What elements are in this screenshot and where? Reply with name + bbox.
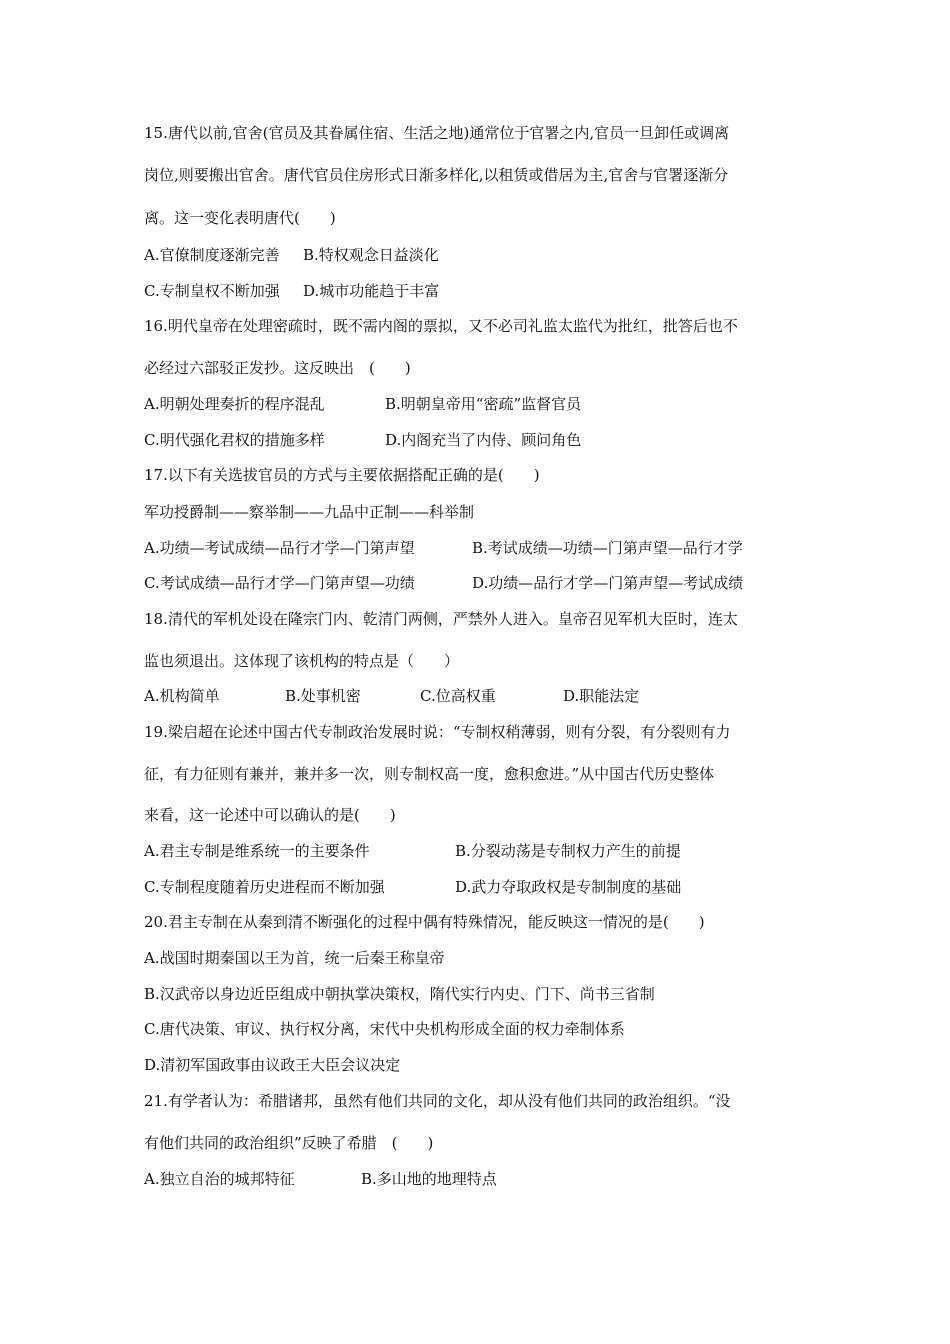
question-stem-line: 来看，这一论述中可以确认的是( )	[144, 806, 396, 824]
question-stem-line: 16.明代皇帝在处理密疏时，既不需内阁的票拟，又不必司礼监太监代为批红，批答后也不	[144, 317, 738, 335]
question-stem-line: 离。这一变化表明唐代( )	[144, 209, 336, 227]
question-stem-line: 岗位,则要搬出官舍。唐代官员住房形式日渐多样化,以租赁或借居为主,官舍与官署逐渐分	[144, 166, 729, 184]
option-a: A.独立自治的城邦特征	[144, 1170, 295, 1188]
option-d: D.武力夺取政权是专制制度的基础	[455, 878, 682, 896]
question-stem-line: 监也须退出。这体现了该机构的特点是（ ）	[144, 652, 460, 670]
option-c: C.明代强化君权的措施多样	[144, 431, 325, 449]
option-b: B.考试成绩—功绩—门第声望—品行才学	[472, 539, 743, 557]
option-d: D.内阁充当了内侍、顾问角色	[385, 431, 582, 449]
question-stem-line: 18.清代的军机处设在隆宗门内、乾清门两侧，严禁外人进入。皇帝召见军机大臣时，连太	[144, 610, 738, 628]
option-d: D.功绩—品行才学—门第声望—考试成绩	[472, 574, 744, 592]
option-b: B.多山地的地理特点	[361, 1170, 497, 1188]
question-stem-line: 有他们共同的政治组织”反映了希腊 ( )	[144, 1134, 434, 1152]
option-c: C.专制皇权不断加强	[144, 282, 280, 300]
option-d: D.清初军国政事由议政王大臣会议决定	[144, 1056, 401, 1074]
option-a: A.明朝处理奏折的程序混乱	[144, 395, 325, 413]
question-stem-line: 军功授爵制——察举制——九品中正制——科举制	[144, 503, 475, 521]
option-c: C.唐代决策、审议、执行权分离，宋代中央机构形成全面的权力牵制体系	[144, 1020, 625, 1038]
question-stem-line: 21.有学者认为：希腊诸邦，虽然有他们共同的文化，却从没有他们共同的政治组织。“没	[144, 1092, 731, 1110]
option-a: A.机构简单	[144, 687, 220, 705]
option-a: A.功绩—考试成绩—品行才学—门第声望	[144, 539, 415, 557]
option-a: A.官僚制度逐渐完善	[144, 246, 280, 264]
option-d: D.城市功能趋于丰富	[303, 282, 440, 300]
question-stem-line: 17.以下有关选拔官员的方式与主要依据搭配正确的是( )	[144, 466, 540, 484]
option-b: B.汉武帝以身边近臣组成中朝执掌决策权，隋代实行内史、门下、尚书三省制	[144, 985, 655, 1003]
option-a: A.战国时期秦国以王为首，统一后秦王称皇帝	[144, 949, 445, 967]
option-c: C.位高权重	[420, 687, 496, 705]
question-stem-line: 征，有力征则有兼并，兼并多一次，则专制权高一度，愈积愈进。”从中国古代历史整体	[144, 765, 715, 783]
option-a: A.君主专制是维系统一的主要条件	[144, 842, 370, 860]
question-stem-line: 必经过六部驳正发抄。这反映出 ( )	[144, 359, 411, 377]
option-b: B.处事机密	[285, 687, 361, 705]
option-b: B.分裂动荡是专制权力产生的前提	[455, 842, 681, 860]
question-stem-line: 19.梁启超在论述中国古代专制政治发展时说：“专制权稍薄弱，则有分裂，有分裂则有力	[144, 723, 731, 741]
option-b: B.明朝皇帝用“密疏”监督官员	[385, 395, 582, 413]
question-stem-line: 15.唐代以前,官舍(官员及其眷属住宿、生活之地)通常位于官署之内,官员一旦卸任或调离	[144, 124, 730, 142]
option-c: C.专制程度随着历史进程而不断加强	[144, 878, 385, 896]
option-c: C.考试成绩—品行才学—门第声望—功绩	[144, 574, 415, 592]
question-stem-line: 20.君主专制在从秦到清不断强化的过程中偶有特殊情况，能反映这一情况的是( )	[144, 913, 705, 931]
option-b: B.特权观念日益淡化	[303, 246, 439, 264]
option-d: D.职能法定	[563, 687, 640, 705]
